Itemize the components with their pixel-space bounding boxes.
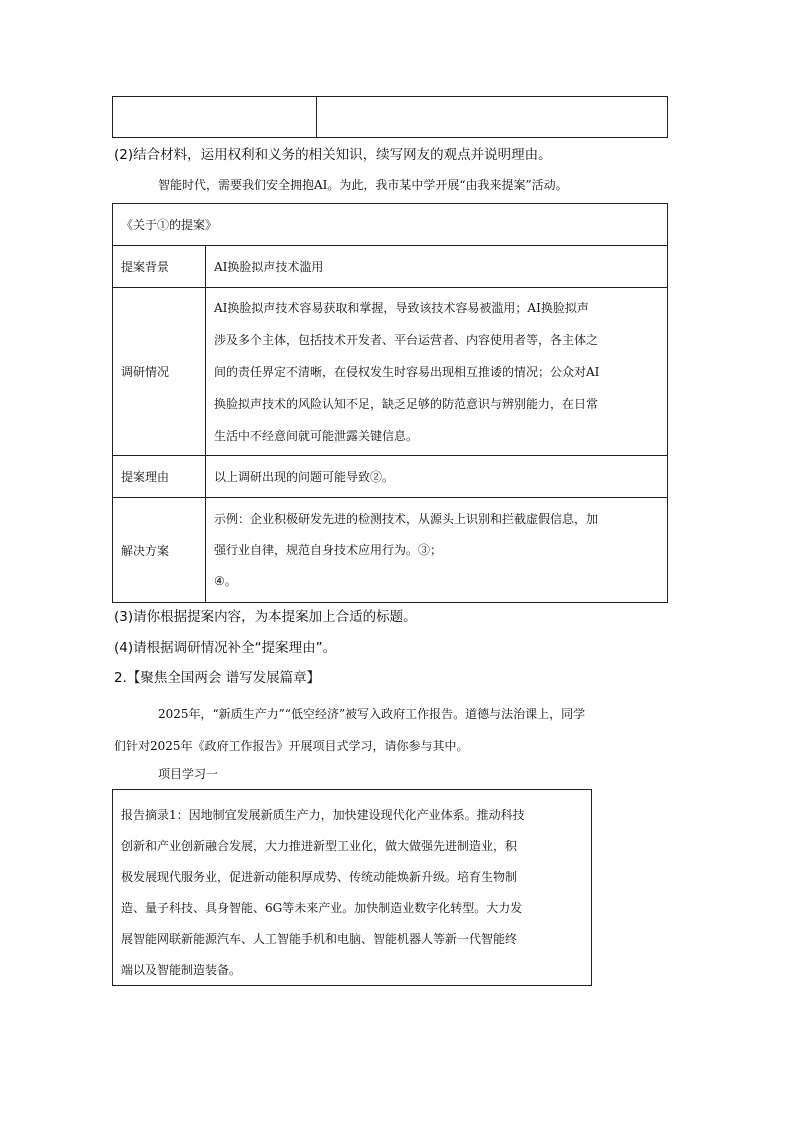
survey-line: 间的责任界定不清晰，在侵权发生时容易出现相互推诿的情况；公众对AI [214, 364, 600, 379]
section-2-paragraph [114, 698, 585, 762]
report-excerpt-box [112, 789, 592, 986]
paragraph-line: 2025年，“新质生产力”“低空经济”被写入政府工作报告。道德与法治课上，同学 [158, 707, 586, 721]
intro-paragraph: 智能时代，需要我们安全拥抱AI。为此，我市某中学开展“由我来提案”活动。 [158, 178, 568, 192]
question-2: (2)结合材料，运用权利和义务的相关知识，续写网友的观点并说明理由。 [114, 147, 552, 163]
question-3: (3)请你根据提案内容，为本提案加上合适的标题。 [114, 609, 417, 625]
section-2-heading: 2.【聚焦全国两会 谱写发展篇章】 [114, 670, 321, 686]
survey-line: 涉及多个主体，包括技术开发者、平台运营者、内容使用者等，各主体之 [214, 332, 599, 347]
row-label-reason: 提案理由 [113, 456, 206, 498]
excerpt-line: 创新和产业创新融合发展，大力推进新型工业化，做大做强先进制造业，积 [121, 839, 518, 853]
survey-line: 生活中不经意间就可能泄露关键信息。 [214, 428, 419, 443]
solution-line: 强行业自律，规范自身技术应用行为。③； [214, 542, 443, 557]
row-label-solution: 解决方案 [113, 498, 206, 603]
excerpt-line: 展智能网联新能源汽车、人工智能手机和电脑、智能机器人等新一代智能终 [121, 932, 518, 946]
row-value-survey [206, 288, 668, 456]
top-table-cell-left [113, 97, 317, 138]
excerpt-line: 端以及智能制造装备。 [121, 963, 242, 977]
proposal-title: 《关于①的提案》 [113, 204, 668, 246]
solution-line: 示例：企业积极研发先进的检测技术，从源头上识别和拦截虚假信息，加 [214, 511, 599, 526]
excerpt-line: 极发展现代服务业，促进新动能积厚成势、传统动能焕新升级。培育生物制 [121, 870, 518, 884]
paragraph-line: 们针对2025年《政府工作报告》开展项目式学习，请你参与其中。 [114, 739, 469, 753]
row-value-reason: 以上调研出现的问题可能导致②。 [206, 456, 668, 498]
excerpt-line: 报告摘录1：因地制宜发展新质生产力，加快建设现代化产业体系。推动科技 [121, 808, 525, 822]
excerpt-line: 造、量子科技、具身智能、6G等未来产业。加快制造业数字化转型。大力发 [121, 901, 523, 915]
row-value-background: AI换脸拟声技术滥用 [206, 246, 668, 288]
row-value-solution [206, 498, 668, 603]
top-table-cell-right [317, 97, 668, 138]
project-learning-1: 项目学习一 [158, 767, 219, 781]
survey-line: AI换脸拟声技术容易获取和掌握，导致该技术容易被滥用；AI换脸拟声 [214, 300, 589, 315]
solution-line: ④。 [214, 573, 237, 588]
question-4: (4)请根据调研情况补全“提案理由”。 [114, 640, 337, 656]
survey-line: 换脸拟声技术的风险认知不足，缺乏足够的防范意识与辨别能力，在日常 [214, 396, 599, 411]
row-label-survey: 调研情况 [113, 288, 206, 456]
row-label-background: 提案背景 [113, 246, 206, 288]
proposal-table [112, 203, 668, 603]
top-answer-table [112, 96, 668, 138]
